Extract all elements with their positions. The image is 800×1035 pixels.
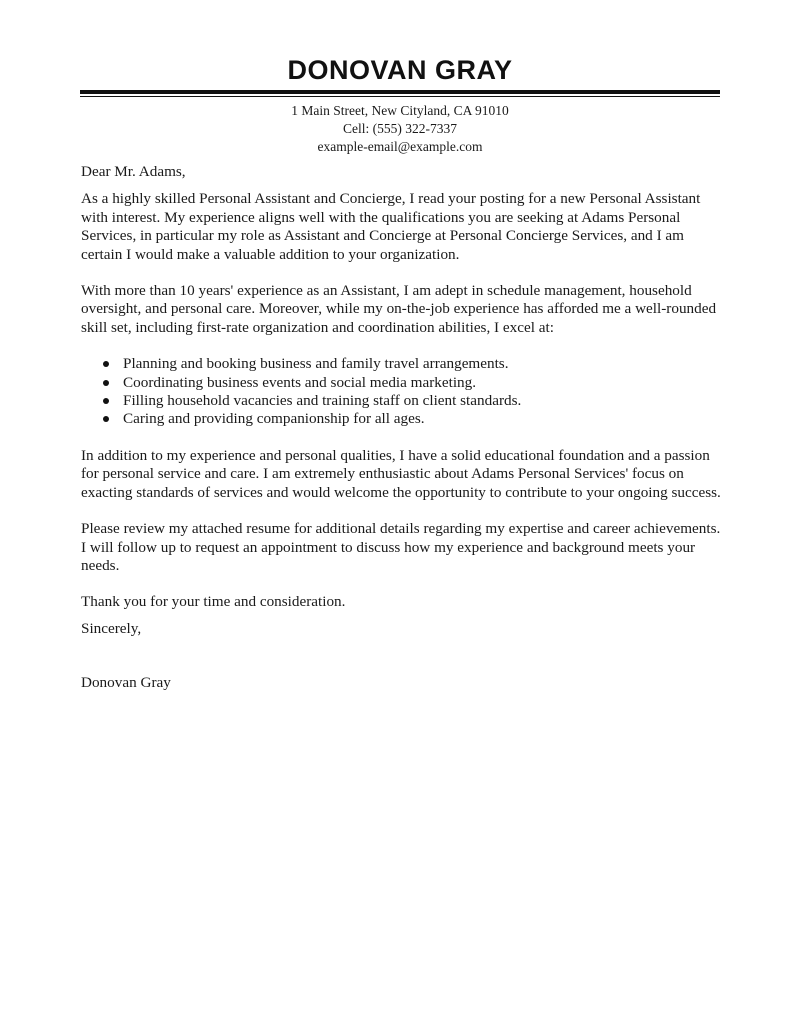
list-item [81, 355, 721, 373]
bullet-icon [103, 380, 109, 386]
header-rule-thick [80, 90, 720, 94]
bullet-icon [103, 361, 109, 367]
bullet-icon [103, 398, 109, 404]
list-item [81, 410, 721, 428]
applicant-name: DONOVAN GRAY [287, 55, 513, 85]
list-item [81, 374, 721, 392]
paragraph-education: In addition to my experience and personal qualities, I have a solid educational foundation and a passion for personal service and care. I am extremely enthusiastic about Adams Personal Services' focus on exacting standards of services and would welcome the opportunity to contribute to your ongoing success. [81, 446, 721, 501]
list-item-text: Planning and booking business and family travel arrangements. [123, 355, 509, 373]
salutation: Dear Mr. Adams, [81, 163, 186, 180]
signoff: Sincerely, [81, 619, 142, 637]
list-item-text: Coordinating business events and social media marketing. [123, 373, 477, 391]
letter-body [81, 163, 721, 693]
thanks-line: Thank you for your time and consideration. [81, 593, 346, 611]
signature-name: Donovan Gray [81, 674, 171, 692]
paragraph-experience: With more than 10 years' experience as an Assistant, I am adept in schedule management, household oversight, and personal care. Moreover, while my on-the-job experience has afforded me a well-rounded skill set, including first-rate organization and coordination abilities, I excel at: [81, 282, 717, 336]
list-item-text: Filling household vacancies and training staff on client standards. [123, 392, 522, 410]
paragraph-intro: As a highly skilled Personal Assistant and Concierge, I read your posting for a new Personal Assistant with interest. My experience aligns well with the qualifications you are seeking at Adams Personal Services, in particular my role as Assistant and Concierge at Personal Concierge Services, and I am certain I would make a valuable addition to your organization. [81, 190, 701, 263]
list-item-text: Caring and providing companionship for all ages. [123, 410, 425, 428]
skills-list [81, 355, 721, 429]
contact-cell: Cell: (555) 322-7337 [343, 121, 457, 136]
bullet-icon [103, 416, 109, 422]
contact-email: example-email@example.com [317, 139, 483, 154]
header-rule-thin [80, 96, 720, 97]
contact-block [80, 102, 720, 156]
contact-address: 1 Main Street, New Cityland, CA 91010 [291, 103, 509, 118]
list-item [81, 392, 721, 410]
paragraph-followup: Please review my attached resume for additional details regarding my expertise and career achievements. I will follow up to request an appointment to discuss how my experience and background meets your needs. [81, 520, 721, 574]
